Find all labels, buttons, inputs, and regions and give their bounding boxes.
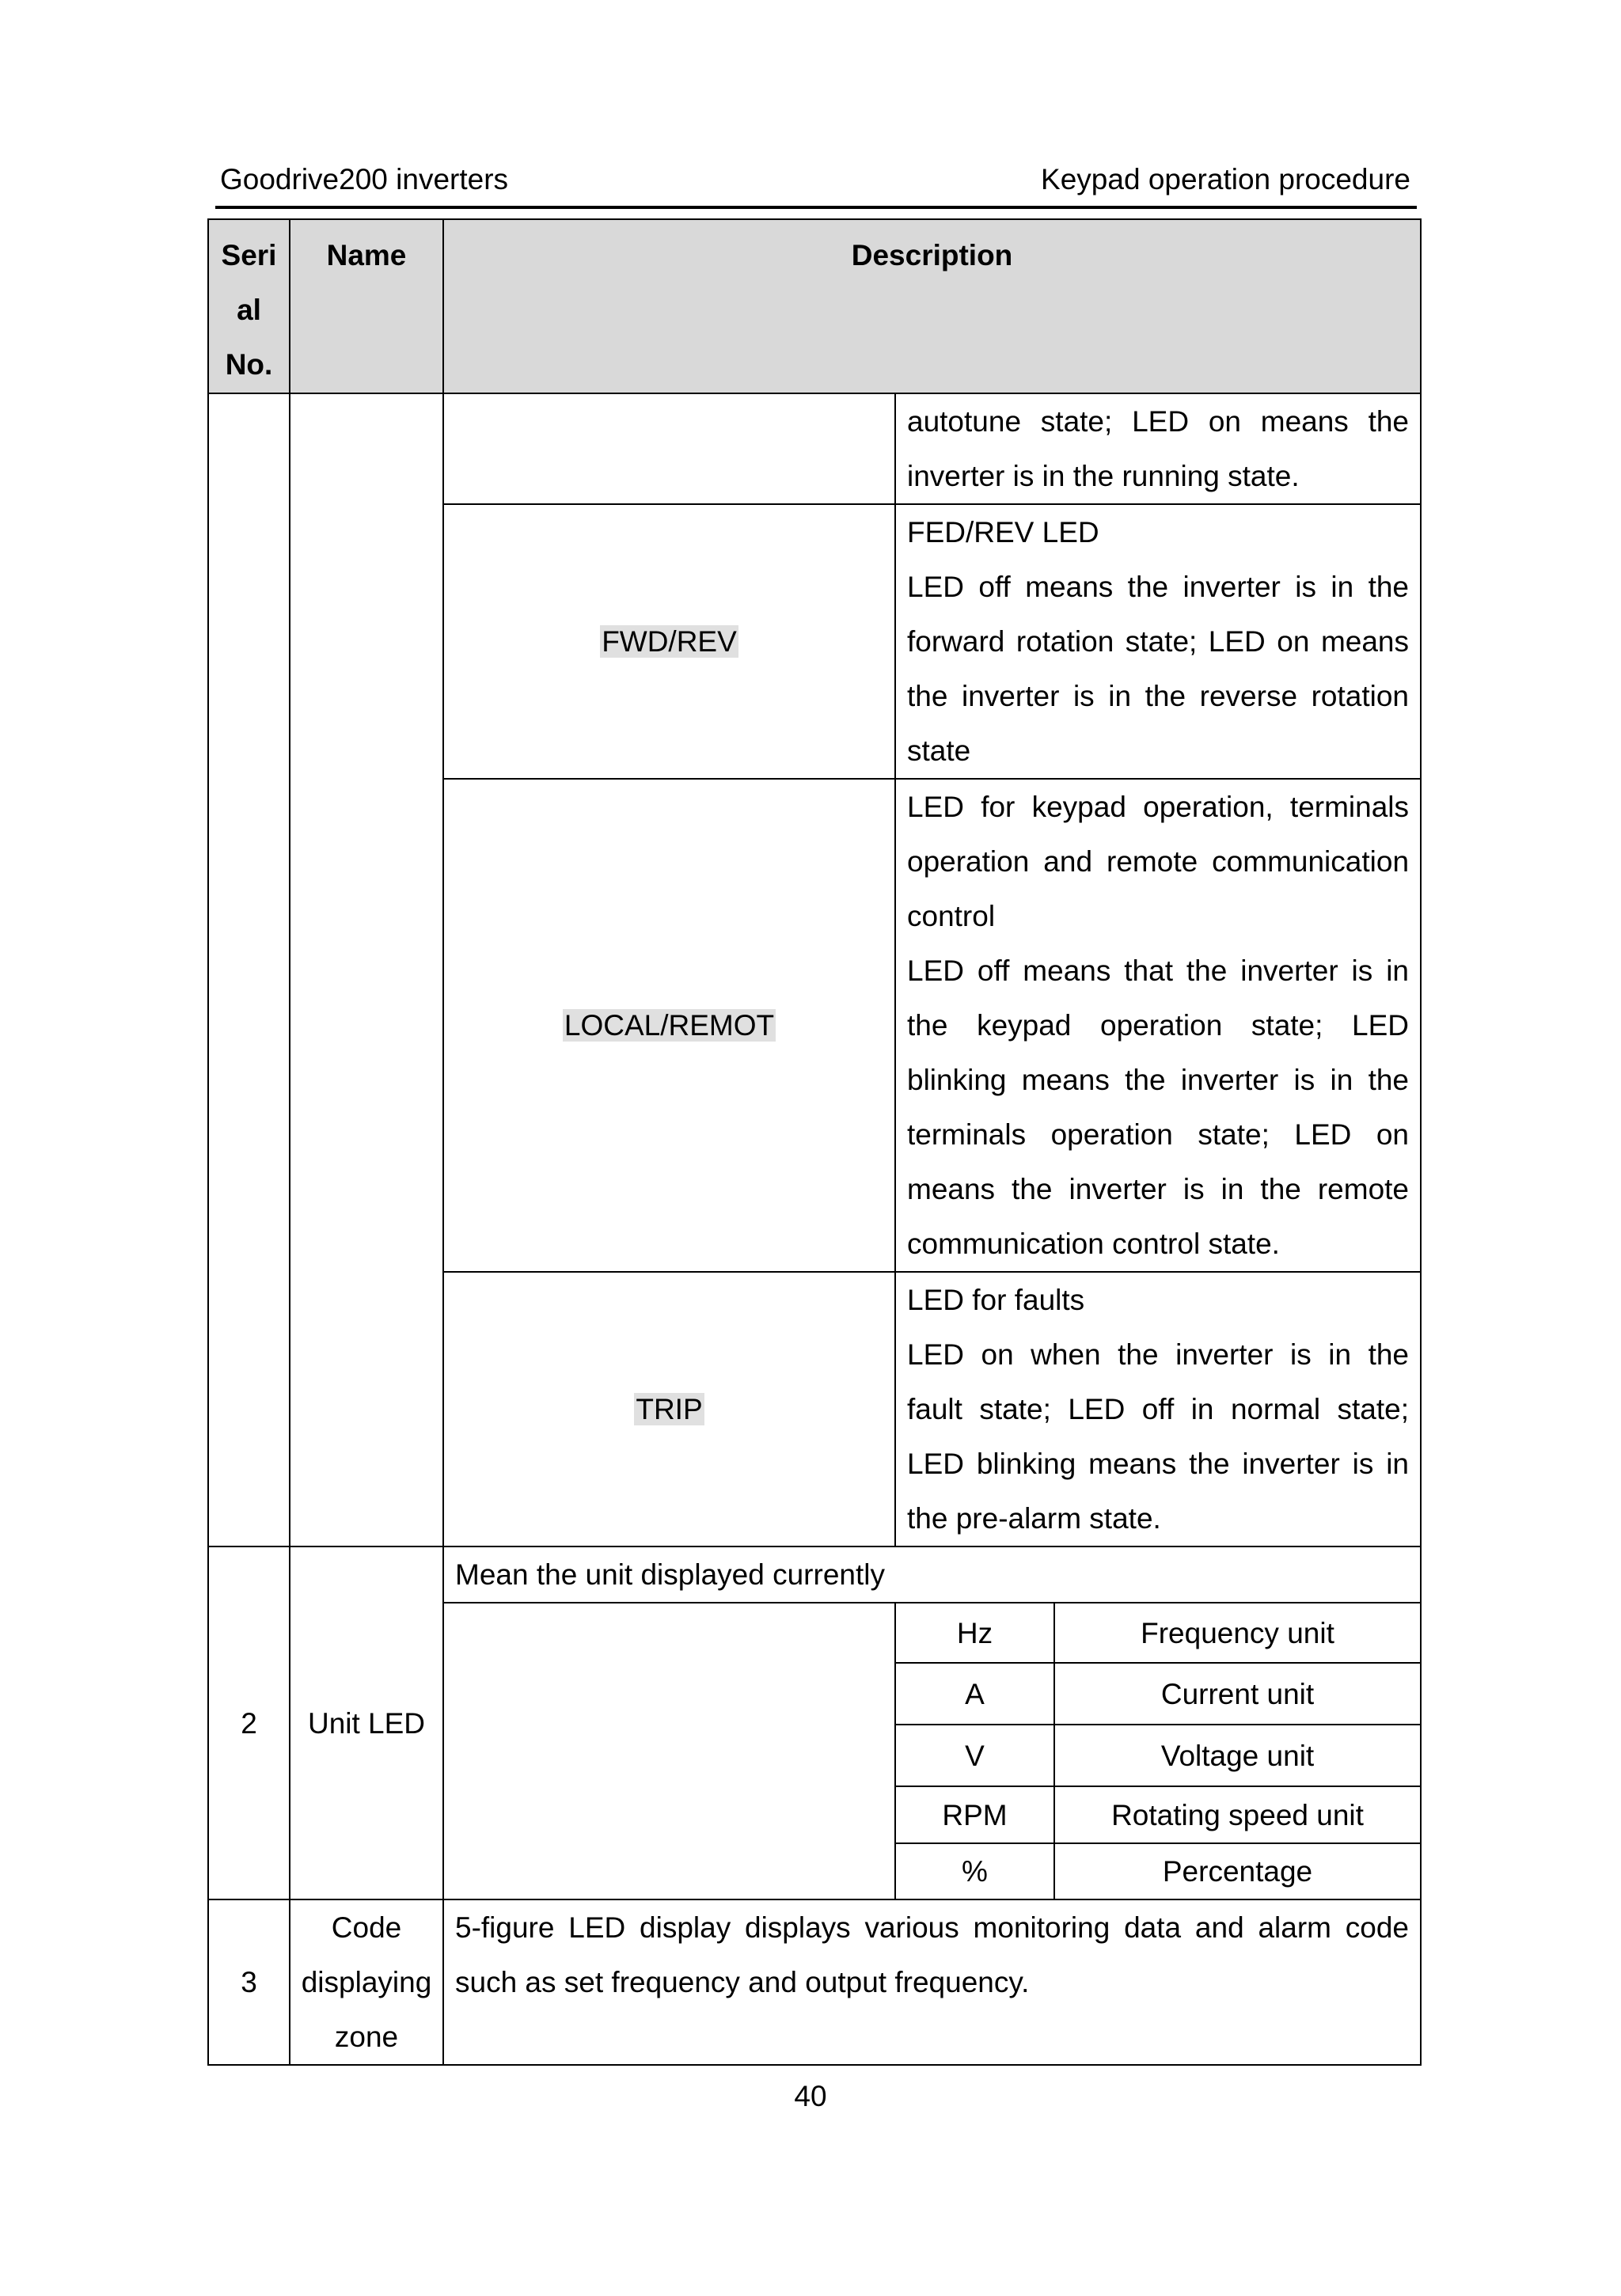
- keypad-description-table: [207, 218, 1422, 2066]
- header-section-title: Keypad operation procedure: [1041, 163, 1410, 195]
- led-name-trip: TRIP: [636, 1393, 703, 1425]
- name-cell-continued: [290, 393, 443, 1546]
- page-number: 40: [794, 2080, 827, 2112]
- serial-cell: 2: [208, 1546, 290, 1899]
- led-desc-line: LED off means the inverter is in the forward rotation state; LED on means the inverter is in the reverse rotation state: [907, 571, 1410, 767]
- led-desc-line: inverter is in the running state.: [907, 460, 1300, 492]
- led-desc-line: LED off means that the inverter is in the keypad operation state; LED blinking means the inverter is in the terminals operation state; LED on means the inverter is in the remote communication control state.: [907, 954, 1410, 1260]
- led-desc-line: LED for faults: [907, 1284, 1085, 1316]
- page-header: [215, 161, 1417, 209]
- unit-symbol: RPM: [895, 1786, 1054, 1843]
- led-desc-line: autotune state; LED on means the: [907, 405, 1410, 438]
- unit-meaning: Percentage: [1054, 1843, 1421, 1899]
- unit-meaning: Rotating speed unit: [1054, 1786, 1421, 1843]
- name-cell: Code displaying zone: [290, 1899, 443, 2065]
- table-row: [208, 1546, 1421, 1603]
- header-serial-no: Seri al No.: [208, 219, 290, 393]
- unit-meaning: Frequency unit: [1054, 1603, 1421, 1663]
- name-cell: Unit LED: [290, 1546, 443, 1899]
- led-description-cell: [895, 393, 1421, 504]
- led-name-local-remot: LOCAL/REMOT: [564, 1009, 775, 1042]
- header-name: Name: [290, 219, 443, 393]
- code-zone-description: 5-figure LED display displays various monitoring data and alarm code such as set frequency and output frequency.: [443, 1899, 1421, 2065]
- unit-led-intro: Mean the unit displayed currently: [443, 1546, 1421, 1603]
- unit-symbol: A: [895, 1663, 1054, 1725]
- unit-meaning: Current unit: [1054, 1663, 1421, 1725]
- unit-symbol: Hz: [895, 1603, 1054, 1663]
- unit-symbol: V: [895, 1725, 1054, 1786]
- led-name-cell: [443, 1272, 895, 1546]
- table-header-row: [208, 219, 1421, 393]
- led-description-cell: [895, 1272, 1421, 1546]
- unit-symbol: %: [895, 1843, 1054, 1899]
- led-description-cell: [895, 504, 1421, 779]
- table-row: [208, 393, 1421, 504]
- led-name-fwd-rev: FWD/REV: [602, 625, 737, 658]
- led-name-cell: [443, 504, 895, 779]
- header-doc-title: Goodrive200 inverters: [220, 163, 509, 195]
- led-name-cell: [443, 393, 895, 504]
- led-desc-line: LED on when the inverter is in the fault state; LED off in normal state; LED blinking means the inverter is in the pre-alarm state.: [907, 1338, 1410, 1535]
- led-name-cell: [443, 779, 895, 1272]
- serial-cell-continued: [208, 393, 290, 1546]
- led-desc-line: FED/REV LED: [907, 516, 1099, 548]
- table-row: [208, 1899, 1421, 2065]
- header-description: Description: [443, 219, 1421, 393]
- led-description-cell: [895, 779, 1421, 1272]
- led-desc-line: LED for keypad operation, terminals operation and remote communication control: [907, 791, 1410, 932]
- unit-meaning: Voltage unit: [1054, 1725, 1421, 1786]
- unit-blank-cell: [443, 1603, 895, 1899]
- serial-cell: 3: [208, 1899, 290, 2065]
